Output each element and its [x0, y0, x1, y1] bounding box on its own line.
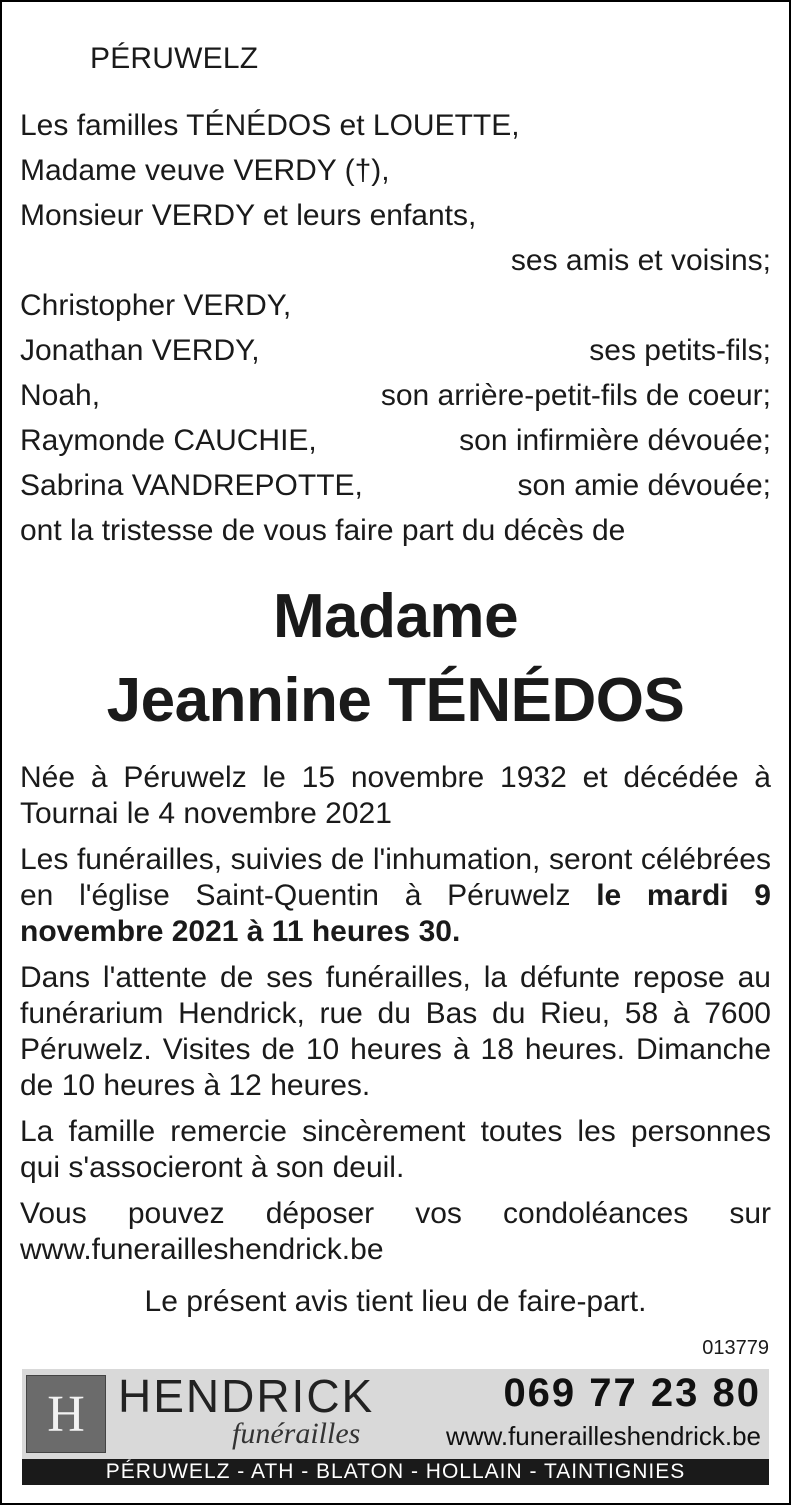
phone-number: 069 77 23 80: [503, 1371, 761, 1415]
deceased-title: Madame: [272, 582, 519, 651]
family-line-left: Jonathan VERDY,: [20, 334, 260, 367]
family-line-left: Les familles TÉNÉDOS et LOUETTE,: [20, 109, 520, 142]
funeral-text: Les funérailles, suivies de l'inhumation, seront célébrées en l'église Saint-Quentin à Péruwelz: [20, 843, 771, 912]
funeral-date: le mardi 9 novembre 2021 à 11 heures 30.: [20, 879, 771, 948]
notice-body: [20, 760, 771, 1278]
family-line-left: Monsieur VERDY et leurs enfants,: [20, 199, 477, 232]
family-line: [20, 148, 771, 193]
website-link[interactable]: www.funerailleshendrick.be: [445, 1421, 761, 1451]
deceased-name-block: [2, 575, 789, 743]
deceased-name: Jeannine TÉNÉDOS: [106, 666, 685, 735]
family-line: [20, 193, 771, 238]
family-line: [20, 373, 771, 418]
town-header: PÉRUWELZ: [90, 42, 259, 75]
viewing-paragraph: Dans l'attente de ses funérailles, la défunte repose au funérarium Hendrick, rue du Bas du Rieu, 58 à 7600 Péruwelz. Visites de 10 heures à 18 heures. Dimanche de 10 heures à 12 heures.: [20, 961, 771, 1102]
brand-name: HENDRICK: [118, 1370, 375, 1422]
funeral-paragraph: [20, 842, 771, 950]
family-line: [20, 238, 771, 283]
family-line-right: son arrière-petit-fils de coeur;: [380, 379, 771, 412]
condolences-paragraph: Vous pouvez déposer vos condoléances sur www.funerailleshendrick.be: [20, 1197, 771, 1266]
closing-line: Le présent avis tient lieu de faire-part.: [144, 1285, 647, 1318]
family-list: [20, 103, 771, 553]
family-line: [20, 418, 771, 463]
family-line: [20, 328, 771, 373]
logo-h-icon: H: [47, 1385, 85, 1443]
family-line-right: ses amis et voisins;: [510, 244, 771, 277]
family-line: [20, 103, 771, 148]
family-line: [20, 283, 771, 328]
family-line-left: Noah,: [20, 379, 101, 412]
brand-subtitle: funérailles: [232, 1417, 361, 1450]
reference-number: 013779: [702, 1337, 769, 1359]
family-line-right: ses petits-fils;: [589, 334, 771, 367]
family-line-left: Madame veuve VERDY (†),: [20, 154, 390, 187]
family-line-left: ont la tristesse de vous faire part du décès de: [20, 514, 626, 547]
family-line: [20, 508, 771, 553]
funeral-home-logo: [26, 1375, 106, 1453]
family-line-left: Sabrina VANDREPOTTE,: [20, 469, 363, 502]
family-line-right: son infirmière dévouée;: [459, 424, 771, 457]
family-line: [20, 463, 771, 508]
birth-death-paragraph: Née à Péruwelz le 15 novembre 1932 et décédée à Tournai le 4 novembre 2021: [20, 761, 771, 830]
family-line-right: son amie dévouée;: [517, 469, 771, 502]
funeral-home-banner: [22, 1369, 769, 1459]
family-line-left: Christopher VERDY,: [20, 289, 292, 322]
family-line-left: Raymonde CAUCHIE,: [20, 424, 317, 457]
branch-locations: PÉRUWELZ - ATH - BLATON - HOLLAIN - TAINTIGNIES: [22, 1459, 769, 1485]
thanks-paragraph: La famille remercie sincèrement toutes les personnes qui s'associeront à son deuil.: [20, 1115, 771, 1184]
